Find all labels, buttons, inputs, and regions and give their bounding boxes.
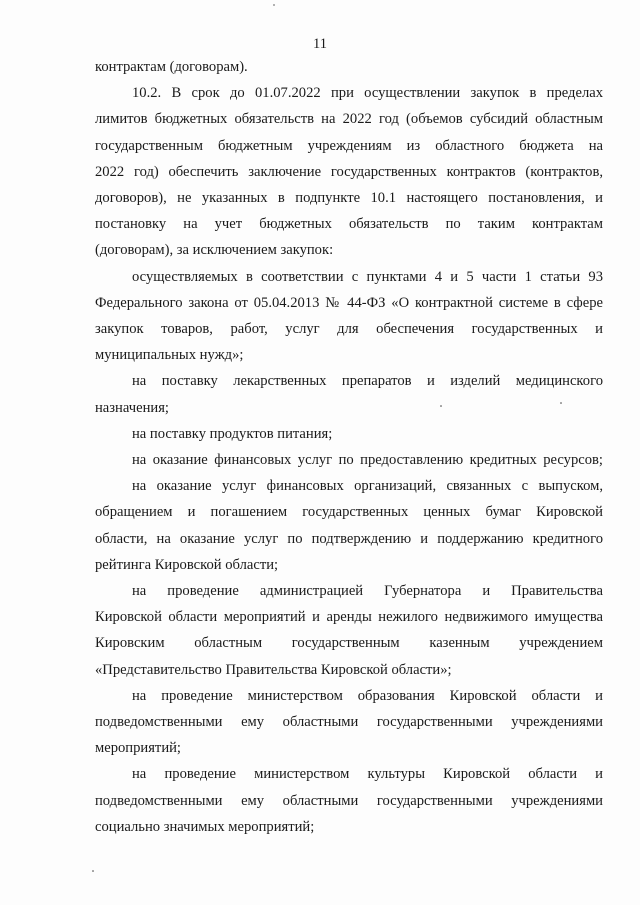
text-line: на проведение министерством культуры Кировской области и [132, 766, 603, 783]
text-line: контрактам (договорам). [95, 59, 248, 75]
text-line: подведомственными ему областными государственными учреждениями [95, 714, 603, 730]
text-line: назначения; [95, 399, 169, 416]
text-line: постановку на учет бюджетных обязательств по таким контрактам [95, 216, 603, 233]
text-line: 10.2. В срок до 01.07.2022 при осуществлении закупок в пределах [132, 85, 603, 102]
text-line: закупок товаров, работ, услуг для обеспечения государственных и [95, 321, 603, 337]
text-line: на проведение администрацией Губернатора и Правительства [132, 583, 603, 599]
scan-speck [273, 4, 275, 6]
text-line: Федерального закона от 05.04.2013 № 44-ФЗ «О контрактной системе в сфере [95, 294, 603, 311]
text-line: подведомственными ему областными государственными учреждениями [95, 792, 603, 809]
text-line: осуществляемых в соответствии с пунктами 4 и 5 части 1 статьи 93 [132, 268, 603, 285]
text-line: (договорам), за исключением закупок: [95, 242, 334, 259]
text-line: государственным бюджетным учреждениям из областного бюджета на [95, 137, 603, 154]
text-line: лимитов бюджетных обязательств на 2022 год (объемов субсидий областным [95, 111, 603, 128]
text-line: на оказание услуг финансовых организаций, связанных с выпуском, [132, 478, 603, 495]
text-line: договоров), не указанных в подпункте 10.1 настоящего постановления, и [95, 190, 603, 206]
text-line: муниципальных нужд»; [95, 347, 244, 364]
text-line: мероприятий; [95, 740, 181, 757]
text-line: Кировским областным государственным казенным учреждением [95, 635, 603, 652]
text-line: области, на оказание услуг по подтверждению и поддержанию кредитного [95, 530, 603, 547]
text-line: на проведение министерством образования Кировской области и [132, 687, 603, 704]
text-line: «Представительство Правительства Кировской области»; [95, 661, 452, 678]
text-line: на поставку продуктов питания; [132, 425, 333, 442]
scan-speck [560, 402, 562, 404]
text-line: Кировской области мероприятий и аренды нежилого недвижимого имущества [95, 609, 603, 626]
text-line: социально значимых мероприятий; [95, 818, 315, 835]
page-number: 11 [313, 36, 327, 52]
text-line: 2022 год) обеспечить заключение государственных контрактов (контрактов, [95, 163, 603, 180]
text-line: рейтинга Кировской области; [95, 556, 279, 573]
text-line: на поставку лекарственных препаратов и изделий медицинского [132, 373, 603, 390]
scan-speck [92, 870, 94, 872]
text-line: на оказание финансовых услуг по предоставлению кредитных ресурсов; [132, 452, 603, 468]
text-line: обращением и погашением государственных ценных бумаг Кировской [95, 504, 603, 521]
scan-speck [440, 405, 442, 407]
